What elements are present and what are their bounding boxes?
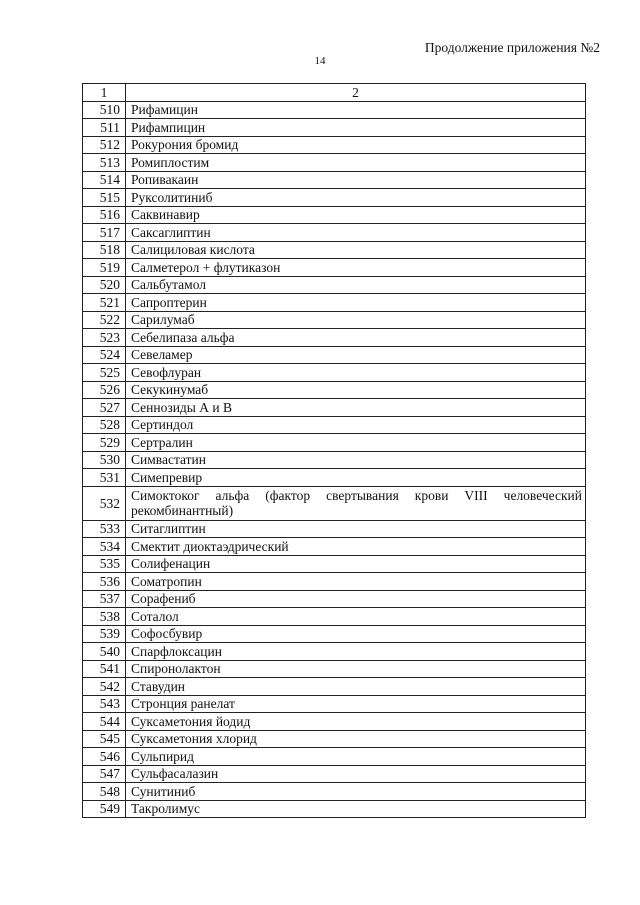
table-row [83,119,586,137]
row-number: 539 [83,625,126,643]
column-header-number: 1 [83,84,126,102]
row-number: 519 [83,259,126,277]
table-row [83,171,586,189]
row-number: 537 [83,590,126,608]
row-number: 541 [83,660,126,678]
row-number: 523 [83,329,126,347]
drug-name: Соматропин [126,573,586,591]
table-row [83,538,586,556]
row-number: 510 [83,101,126,119]
table-row [83,608,586,626]
table-row [83,748,586,766]
column-header-name: 2 [126,84,586,102]
table-row [83,364,586,382]
drug-name: Сунитиниб [126,783,586,801]
drug-name: Сеннозиды А и В [126,399,586,417]
row-number: 547 [83,765,126,783]
drug-name: Себелипаза альфа [126,329,586,347]
table-row [83,189,586,207]
drug-name: Севеламер [126,346,586,364]
table-row [83,381,586,399]
table-row [83,434,586,452]
row-number: 514 [83,171,126,189]
drug-name: Такролимус [126,800,586,818]
drug-name: Спарфлоксацин [126,643,586,661]
table-row [83,730,586,748]
table-row [83,224,586,242]
drug-name: Сапроптерин [126,294,586,312]
table-row [83,276,586,294]
table-header-row [83,84,586,102]
drug-name: Ситаглиптин [126,520,586,538]
table-row [83,136,586,154]
table-row [83,520,586,538]
table-row [83,765,586,783]
table-row [83,625,586,643]
drug-name: Салметерол + флутиказон [126,259,586,277]
drug-name: Севофлуран [126,364,586,382]
row-number: 542 [83,678,126,696]
row-number: 516 [83,206,126,224]
table-row [83,259,586,277]
drug-name: Соталол [126,608,586,626]
drug-name: Сорафениб [126,590,586,608]
row-number: 524 [83,346,126,364]
drug-name: Сарилумаб [126,311,586,329]
row-number: 518 [83,241,126,259]
row-number: 513 [83,154,126,172]
drug-name: Салициловая кислота [126,241,586,259]
table-row [83,206,586,224]
drug-name: Симоктоког альфа (фактор свертывания крови VIII человеческий рекомбинантный) [126,486,586,520]
table-row [83,695,586,713]
row-number: 545 [83,730,126,748]
row-number: 538 [83,608,126,626]
row-number: 536 [83,573,126,591]
drug-name: Софосбувир [126,625,586,643]
row-number: 521 [83,294,126,312]
drug-name: Секукинумаб [126,381,586,399]
table-row [83,241,586,259]
row-number: 515 [83,189,126,207]
table-row [83,346,586,364]
drug-name: Рифампицин [126,119,586,137]
table-row [83,311,586,329]
table-row [83,573,586,591]
drug-name: Саксаглиптин [126,224,586,242]
table-row [83,800,586,818]
drug-name: Руксолитиниб [126,189,586,207]
table-row [83,555,586,573]
drug-name: Сульфасалазин [126,765,586,783]
table-body [83,84,586,818]
drug-name: Саквинавир [126,206,586,224]
table-row [83,713,586,731]
drug-name: Ромиплостим [126,154,586,172]
drug-name: Смектит диоктаэдрический [126,538,586,556]
row-number: 520 [83,276,126,294]
table-row [83,486,586,520]
row-number: 529 [83,434,126,452]
drug-list-table [82,83,586,818]
row-number: 534 [83,538,126,556]
drug-name: Ставудин [126,678,586,696]
table-row [83,643,586,661]
row-number: 548 [83,783,126,801]
row-number: 511 [83,119,126,137]
row-number: 540 [83,643,126,661]
row-number: 535 [83,555,126,573]
table-row [83,783,586,801]
row-number: 532 [83,486,126,520]
drug-name: Спиронолактон [126,660,586,678]
drug-name: Суксаметония хлорид [126,730,586,748]
row-number: 530 [83,451,126,469]
drug-name: Ропивакаин [126,171,586,189]
appendix-continuation-header: Продолжение приложения №2 [424,40,600,55]
row-number: 525 [83,364,126,382]
row-number: 527 [83,399,126,417]
table-row [83,101,586,119]
table-row [83,416,586,434]
drug-name: Симвастатин [126,451,586,469]
table-row [83,329,586,347]
drug-name: Симепревир [126,469,586,487]
drug-name: Рифамицин [126,101,586,119]
table-row [83,469,586,487]
row-number: 531 [83,469,126,487]
table-row [83,678,586,696]
row-number: 549 [83,800,126,818]
table-row [83,294,586,312]
drug-name: Стронция ранелат [126,695,586,713]
drug-name: Суксаметония йодид [126,713,586,731]
table-row [83,399,586,417]
row-number: 522 [83,311,126,329]
row-number: 543 [83,695,126,713]
table-row [83,590,586,608]
drug-name: Сертралин [126,434,586,452]
drug-name: Сертиндол [126,416,586,434]
drug-name: Рокурония бромид [126,136,586,154]
row-number: 512 [83,136,126,154]
table-row [83,660,586,678]
row-number: 528 [83,416,126,434]
row-number: 546 [83,748,126,766]
table-row [83,451,586,469]
page-number: 14 [314,55,326,67]
table-row [83,154,586,172]
drug-name: Сальбутамол [126,276,586,294]
drug-name: Солифенацин [126,555,586,573]
row-number: 533 [83,520,126,538]
row-number: 526 [83,381,126,399]
row-number: 517 [83,224,126,242]
row-number: 544 [83,713,126,731]
drug-name: Сульпирид [126,748,586,766]
